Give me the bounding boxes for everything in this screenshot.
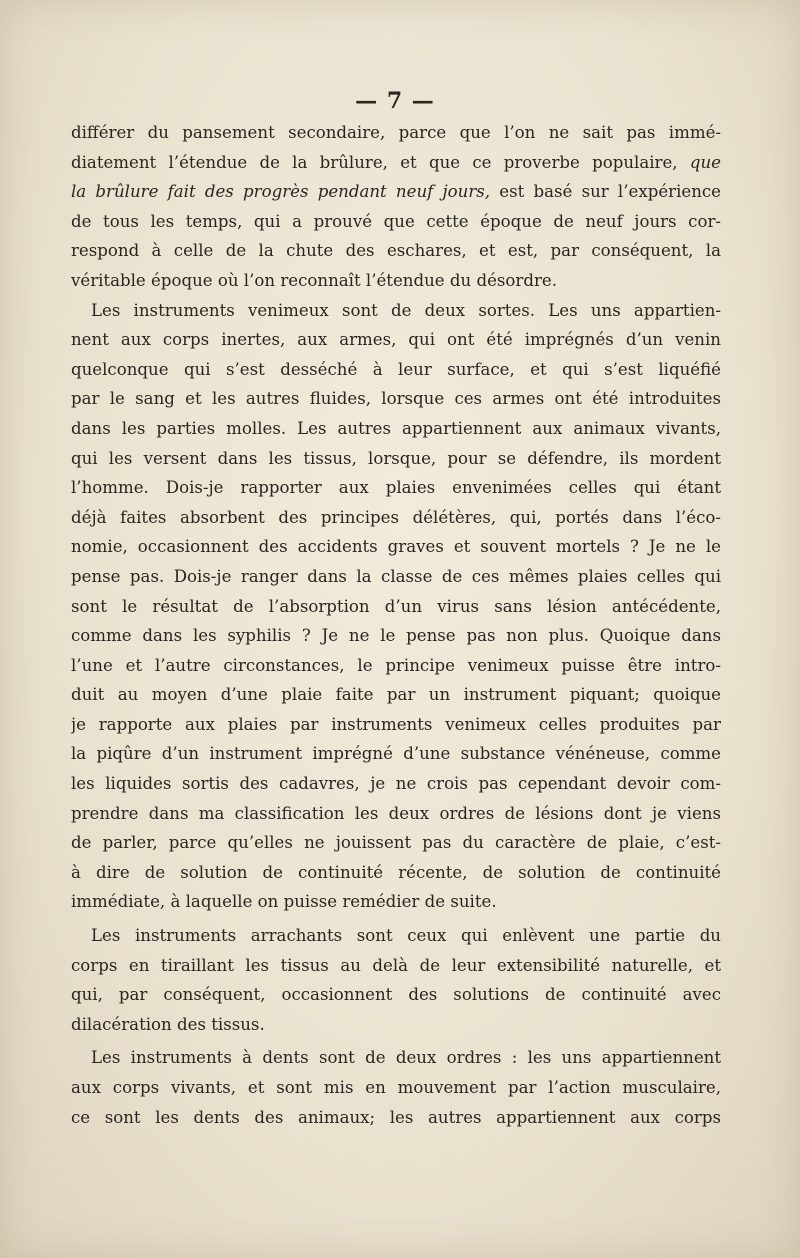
- text-line: dans les parties molles. Les autres appartiennent aux animaux vivants,: [71, 418, 721, 438]
- text-line: par le sang et les autres fluides, lorsque ces armes ont été introduites: [71, 389, 721, 409]
- text-line: sont le résultat de l’absorption d’un virus sans lésion antécédente,: [71, 596, 721, 616]
- text-line-segment: diatement l’étendue de la brûlure, et que ce proverbe populaire,: [71, 152, 690, 172]
- text-line: Les instruments arrachants sont ceux qui enlèvent une partie du: [91, 926, 721, 946]
- text-line: je rapporte aux plaies par instruments venimeux celles produites par: [71, 714, 721, 734]
- text-line: [71, 177, 721, 207]
- text-line: différer du pansement secondaire, parce que l’on ne sait pas immé-: [71, 123, 721, 142]
- paragraph-4: [71, 1043, 721, 1132]
- text-line: respond à celle de la chute des eschares, et est, par conséquent, la: [71, 241, 721, 261]
- text-line: Les instruments venimeux sont de deux sortes. Les uns appartien-: [91, 300, 721, 320]
- text-line: corps en tiraillant les tissus au delà de leur extensibilité naturelle, et: [71, 955, 721, 975]
- text-line: duit au moyen d’une plaie faite par un instrument piquant; quoique: [71, 685, 721, 705]
- text-line: [71, 148, 721, 178]
- text-line: immédiate, à laquelle on puisse remédier de suite.: [71, 892, 497, 912]
- text-line: la piqûre d’un instrument imprégné d’une substance vénéneuse, comme: [71, 744, 721, 764]
- text-line: dilacération des tissus.: [71, 1014, 265, 1034]
- text-line: comme dans les syphilis ? Je ne le pense pas non plus. Quoique dans: [71, 626, 721, 646]
- text-line: nent aux corps inertes, aux armes, qui ont été imprégnés d’un venin: [71, 330, 721, 350]
- text-line: ce sont les dents des animaux; les autres appartiennent aux corps: [71, 1107, 721, 1127]
- italic-phrase: que: [689, 152, 721, 172]
- paragraph-2: [71, 296, 721, 917]
- text-line: pense pas. Dois-je ranger dans la classe de ces mêmes plaies celles qui: [71, 566, 721, 586]
- text-line: l’une et l’autre circonstances, le principe venimeux puisse être intro-: [71, 655, 721, 675]
- italic-phrase: la brûlure fait des progrès pendant neuf jours,: [71, 182, 491, 202]
- text-line: aux corps vivants, et sont mis en mouvement par l’action musculaire,: [71, 1078, 721, 1097]
- page-number: — 7 —: [355, 88, 435, 114]
- text-line: de tous les temps, qui a prouvé que cette époque de neuf jours cor-: [71, 211, 721, 231]
- text-line: qui les versent dans les tissus, lorsque, pour se défendre, ils mordent: [71, 448, 721, 468]
- paragraph-1: [71, 118, 721, 296]
- text-line: qui, par conséquent, occasionnent des solutions de continuité avec: [71, 985, 721, 1005]
- text-line: les liquides sortis des cadavres, je ne crois pas cependant devoir com-: [71, 774, 721, 794]
- text-line: nomie, occasionnent des accidents graves et souvent mortels ? Je ne le: [71, 537, 721, 557]
- body-text: [71, 118, 721, 1132]
- text-line: prendre dans ma classification les deux ordres de lésions dont je viens: [71, 803, 721, 823]
- text-line-segment: est basé sur l’expérience: [490, 182, 721, 202]
- text-line: Les instruments à dents sont de deux ordres : les uns appartiennent: [91, 1048, 721, 1068]
- text-line: quelconque qui s’est desséché à leur surface, et qui s’est liquéfié: [71, 359, 721, 379]
- text-line: à dire de solution de continuité récente, de solution de continuité: [71, 862, 721, 882]
- text-line: déjà faites absorbent des principes délétères, qui, portés dans l’éco-: [71, 507, 721, 527]
- text-line: véritable époque où l’on reconnaît l’étendue du désordre.: [71, 270, 557, 290]
- text-line: de parler, parce qu’elles ne jouissent pas du caractère de plaie, c’est-: [71, 833, 721, 853]
- paragraph-3: [71, 921, 721, 1039]
- text-line: l’homme. Dois-je rapporter aux plaies envenimées celles qui étant: [71, 478, 721, 498]
